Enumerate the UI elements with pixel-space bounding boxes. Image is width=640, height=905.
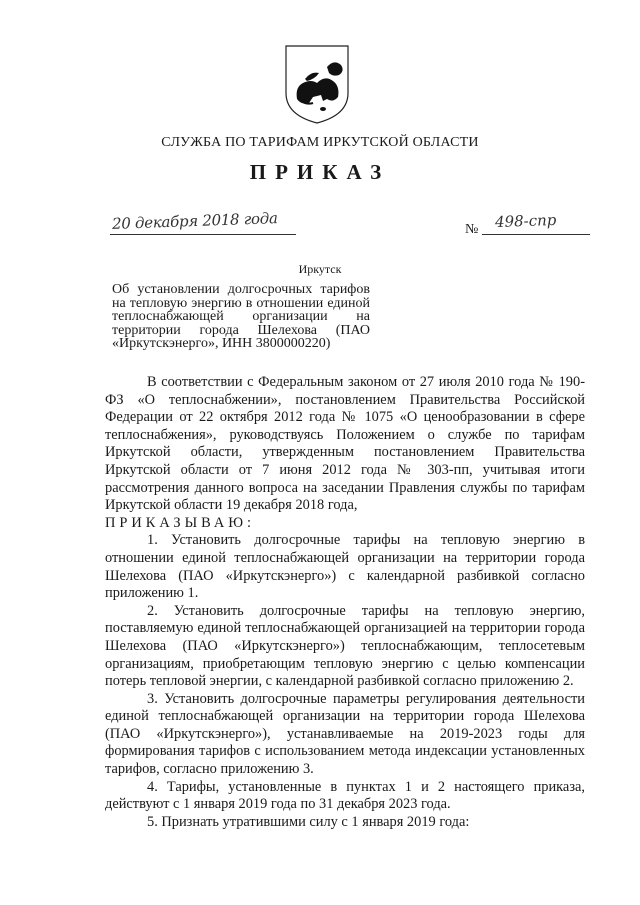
order-item-3: 3. Установить долгосрочные параметры регулирования деятельности единой теплоснабжающей организации на территории города Шелехова (ПАО «Иркутскэнерго»), устанавливаемые на 2019-2023 годы для формирования тарифов с использованием метода индексации установленных тарифов, согласно приложению 3. bbox=[105, 690, 585, 778]
handwritten-order-number: 498-спр bbox=[494, 210, 557, 232]
order-item-4: 4. Тарифы, установленные в пунктах 1 и 2 настоящего приказа, действуют с 1 января 2019 года по 31 декабря 2023 года. bbox=[105, 778, 585, 813]
order-word: ПРИКАЗЫВАЮ: bbox=[105, 514, 256, 531]
order-item-1: 1. Установить долгосрочные тарифы на тепловую энергию в отношении единой теплоснабжающей организации на территории города Шелехова (ПАО «Иркутскэнерго») с календарной разбивкой согласно приложению 1. bbox=[105, 532, 585, 602]
preamble-paragraph: В соответствии с Федеральным законом от 27 июля 2010 года № 190-ФЗ «О теплоснабжении», постановлением Правительства Российской Федерации от 22 октября 2012 года № 1075 «О ценообразовании в сфере теплоснабжения», руководствуясь Положением о службе по тарифам Иркутской области, утвержденным постановлением Правительства Иркутской области от 7 июня 2012 года № 303-пп, учитывая итоги рассмотрения данного вопроса на заседании Правления службы по тарифам Иркутской области 19 декабря 2018 года, bbox=[105, 374, 585, 514]
order-item-2: 2. Установить долгосрочные тарифы на тепловую энергию, поставляемую единой теплоснабжающей организацией на территории города Шелехова (ПАО «Иркутскэнерго») теплоснабжающим, теплосетевым организациям, приобретающим тепловую энергию с целью компенсации потерь тепловой энергии, с календарной разбивкой согласно приложению 2. bbox=[105, 602, 585, 690]
number-sign: № bbox=[465, 222, 479, 237]
document-type-title: ПРИКАЗ bbox=[249, 160, 391, 184]
city-name: Иркутск bbox=[298, 262, 342, 276]
date-underline bbox=[110, 234, 296, 235]
order-subject: Об установлении долгосрочных тарифов на тепловую энергию в отношении единой теплоснабжающей организации на территории города Шелехова (ПАО «Иркутскэнерго», ИНН 3800000220) bbox=[112, 282, 370, 352]
order-item-5: 5. Признать утратившими силу с 1 января 2019 года: bbox=[147, 813, 470, 830]
number-underline bbox=[482, 234, 590, 235]
handwritten-date: 20 декабря 2018 года bbox=[111, 209, 278, 233]
document-body bbox=[105, 374, 585, 831]
agency-name: СЛУЖБА ПО ТАРИФАМ ИРКУТСКОЙ ОБЛАСТИ bbox=[161, 135, 479, 150]
coat-of-arms-emblem bbox=[283, 43, 351, 125]
